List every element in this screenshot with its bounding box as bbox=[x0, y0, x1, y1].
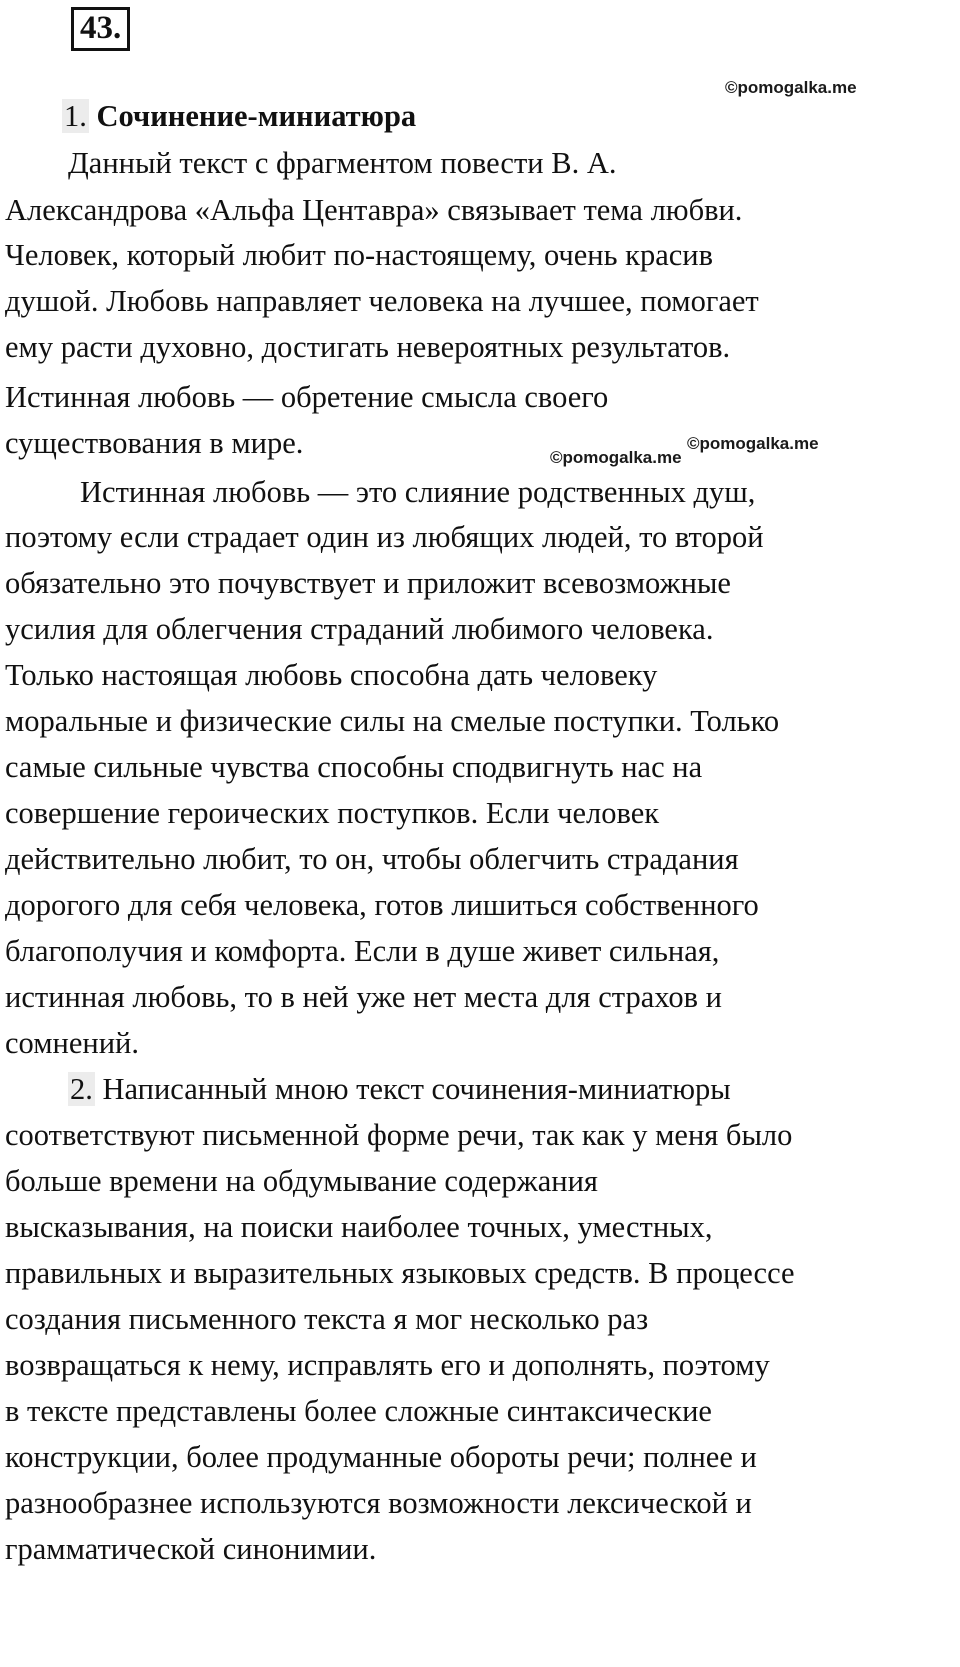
text-line: дорогого для себя человека, готов лишиться собственного bbox=[5, 888, 759, 922]
text-line: разнообразнее используются возможности лексической и bbox=[5, 1486, 752, 1520]
text-line: обязательно это почувствует и приложит всевозможные bbox=[5, 566, 731, 600]
text-line: в тексте представлены более сложные синтаксические bbox=[5, 1394, 712, 1428]
text-line: ему расти духовно, достигать невероятных результатов. bbox=[5, 330, 731, 364]
section-2-first-line bbox=[68, 1071, 731, 1107]
text-line: усилия для облегчения страданий любимого человека. bbox=[5, 612, 714, 646]
text-line: Александрова «Альфа Центавра» связывает тема любви. bbox=[5, 193, 743, 227]
section-1-number: 1. bbox=[64, 99, 87, 133]
section-1-heading bbox=[62, 98, 416, 134]
text-line: поэтому если страдает один из любящих людей, то второй bbox=[5, 520, 764, 554]
text-line: Человек, который любит по-настоящему, очень красив bbox=[5, 238, 714, 272]
text-line: сомнений. bbox=[5, 1026, 139, 1060]
watermark: ©pomogalka.me bbox=[550, 448, 682, 467]
text-line: Данный текст с фрагментом повести В. А. bbox=[68, 146, 617, 180]
text-line: благополучия и комфорта. Если в душе живет сильная, bbox=[5, 934, 720, 968]
exercise-number: 43. bbox=[71, 7, 130, 51]
watermark: ©pomogalka.me bbox=[687, 434, 819, 453]
text-line: соответствуют письменной форме речи, так как у меня было bbox=[5, 1118, 793, 1152]
text-line: создания письменного текста я мог несколько раз bbox=[5, 1302, 649, 1336]
text-line: истинная любовь, то в ней уже нет места для страхов и bbox=[5, 980, 722, 1014]
text-line: больше времени на обдумывание содержания bbox=[5, 1164, 598, 1198]
text-line: грамматической синонимии. bbox=[5, 1532, 377, 1566]
watermark: ©pomogalka.me bbox=[725, 78, 857, 97]
text-line: Написанный мною текст сочинения-миниатюры bbox=[102, 1072, 731, 1106]
text-line: правильных и выразительных языковых средств. В процессе bbox=[5, 1256, 795, 1290]
text-line: высказывания, на поиски наиболее точных, уместных, bbox=[5, 1210, 713, 1244]
text-line: возвращаться к нему, исправлять его и дополнять, поэтому bbox=[5, 1348, 770, 1382]
text-line: Только настоящая любовь способна дать человеку bbox=[5, 658, 658, 692]
text-line: душой. Любовь направляет человека на лучшее, помогает bbox=[5, 284, 759, 318]
text-line: самые сильные чувства способны сподвигнуть нас на bbox=[5, 750, 703, 784]
text-line: совершение героических поступков. Если человек bbox=[5, 796, 660, 830]
text-line: Истинная любовь — это слияние родственных душ, bbox=[80, 475, 756, 509]
section-2-number: 2. bbox=[70, 1072, 93, 1106]
text-line: существования в мире. bbox=[5, 426, 304, 460]
text-line: действительно любит, то он, чтобы облегчить страдания bbox=[5, 842, 739, 876]
text-line: моральные и физические силы на смелые поступки. Только bbox=[5, 704, 780, 738]
text-line: конструкции, более продуманные обороты речи; полнее и bbox=[5, 1440, 757, 1474]
section-1-title: Сочинение-миниатюра bbox=[96, 99, 417, 133]
text-line: Истинная любовь — обретение смысла своего bbox=[5, 380, 609, 414]
